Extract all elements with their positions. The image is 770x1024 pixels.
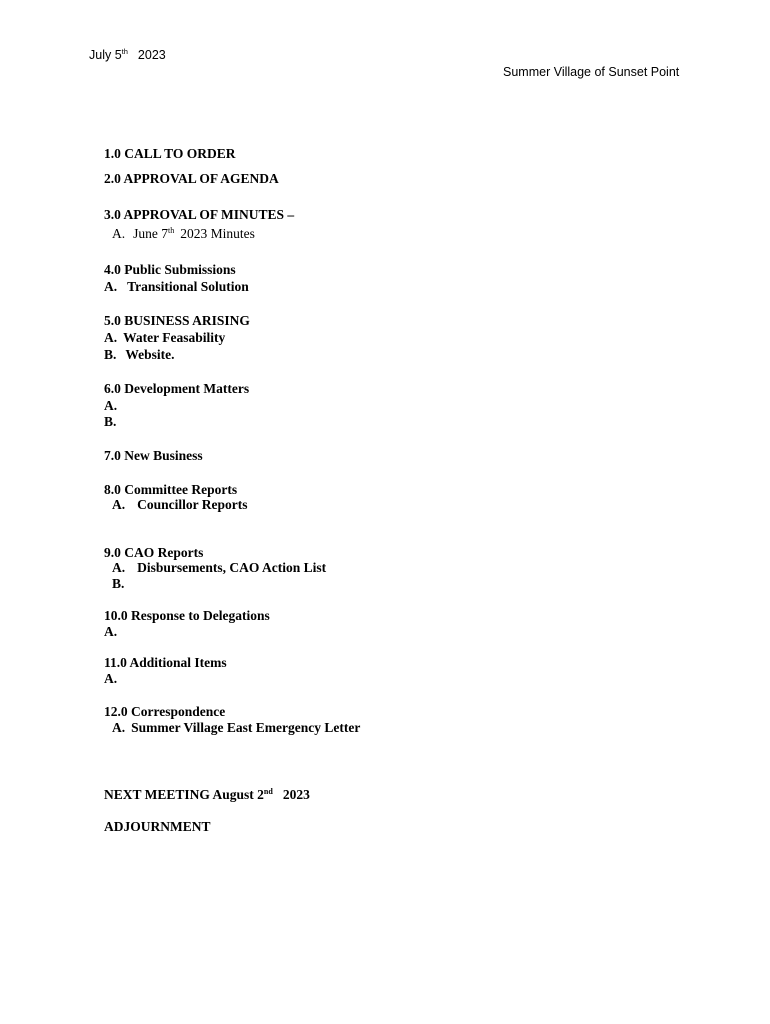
cao-subitem-a: [112, 560, 326, 576]
cao-subitem-b: B.: [112, 576, 125, 591]
date-ordinal: th: [121, 47, 128, 56]
adjournment: ADJOURNMENT: [104, 819, 211, 834]
agenda-item-committee-reports: 8.0 Committee Reports: [104, 482, 238, 497]
organization-name: Summer Village of Sunset Point: [503, 65, 680, 79]
subitem-text: June 7: [133, 226, 168, 241]
agenda-item-correspondence: 12.0 Correspondence: [104, 704, 226, 719]
development-subitem-a: A.: [104, 398, 118, 413]
date-text: July 5: [89, 48, 122, 62]
subitem-text-tail: 2023 Minutes: [180, 226, 255, 241]
subitem-text: Transitional Solution: [127, 279, 249, 294]
next-meeting-text: NEXT MEETING August 2: [104, 787, 264, 802]
subitem-text: Website.: [125, 347, 175, 362]
agenda-item-cao-reports: 9.0 CAO Reports: [104, 545, 204, 560]
next-meeting: [104, 787, 310, 803]
agenda-item-approval-of-agenda: 2.0 APPROVAL OF AGENDA: [104, 171, 279, 186]
delegations-subitem-a: A.: [104, 624, 118, 639]
list-marker: A.: [112, 226, 126, 241]
list-marker: A.: [104, 330, 118, 345]
list-marker: A.: [104, 279, 118, 294]
subitem-ordinal: th: [168, 226, 175, 235]
agenda-item-approval-of-minutes: 3.0 APPROVAL OF MINUTES –: [104, 207, 295, 222]
minutes-subitem-a: [112, 226, 255, 242]
subitem-text: Water Feasability: [123, 330, 226, 345]
public-submissions-subitem-a: [104, 279, 249, 295]
subitem-text: Summer Village East Emergency Letter: [131, 720, 361, 735]
next-meeting-ordinal: nd: [263, 787, 273, 796]
development-subitem-b: B.: [104, 414, 117, 429]
agenda-item-additional-items: 11.0 Additional Items: [104, 655, 227, 670]
agenda-item-public-submissions: 4.0 Public Submissions: [104, 262, 236, 277]
agenda-item-development-matters: 6.0 Development Matters: [104, 381, 250, 396]
list-marker: B.: [104, 347, 117, 362]
committee-subitem-a: [112, 497, 248, 513]
agenda-item-call-to-order: 1.0 CALL TO ORDER: [104, 146, 236, 161]
correspondence-subitem-a: [112, 720, 360, 736]
subitem-text: Disbursements, CAO Action List: [137, 560, 327, 575]
date-year: 2023: [137, 48, 166, 62]
agenda-item-response-to-delegations: 10.0 Response to Delegations: [104, 608, 270, 623]
business-arising-subitem-b: [104, 347, 175, 363]
agenda-item-new-business: 7.0 New Business: [104, 448, 203, 463]
next-meeting-year: 2023: [282, 787, 310, 802]
list-marker: A.: [112, 497, 126, 512]
list-marker: A.: [112, 720, 126, 735]
business-arising-subitem-a: [104, 330, 225, 346]
agenda-item-business-arising: 5.0 BUSINESS ARISING: [104, 313, 250, 328]
additional-subitem-a: A.: [104, 671, 118, 686]
list-marker: A.: [112, 560, 126, 575]
meeting-date: [89, 47, 166, 62]
subitem-text: Councillor Reports: [137, 497, 248, 512]
